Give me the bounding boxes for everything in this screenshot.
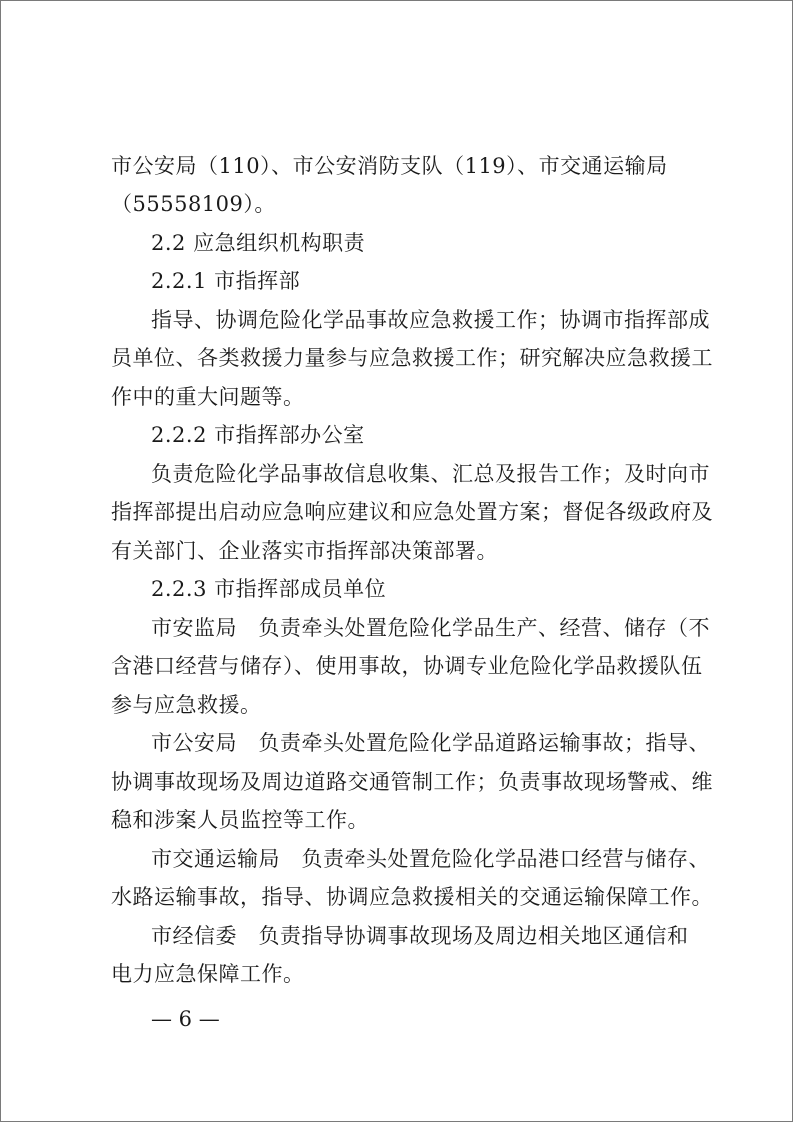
text-line-9: 负责危险化学品事故信息收集、汇总及报告工作；及时向市 [151,462,710,486]
section-heading-2-2-2: 2.2.2 市指挥部办公室 [151,423,365,447]
text-line-5: 指导、协调危险化学品事故应急救援工作；协调市指挥部成 [151,308,710,332]
text-line-10: 指挥部提出启动应急响应建议和应急处置方案；督促各级政府及 [111,500,713,524]
section-heading-2-2-3: 2.2.3 市指挥部成员单位 [151,577,387,601]
text-line-21: 市经信委 负责指导协调事故现场及周边相关地区通信和 [151,924,689,948]
section-heading-2-2: 2.2 应急组织机构职责 [151,231,366,255]
text-line-15: 参与应急救援。 [111,693,262,717]
text-line-13: 市安监局 负责牵头处置危险化学品生产、经营、储存（不 [151,616,710,640]
text-line-16: 市公安局 负责牵头处置危险化学品道路运输事故；指导、 [151,731,710,755]
text-line-14: 含港口经营与储存）、使用事故，协调专业危险化学品救援队伍 [111,654,703,678]
text-line-2: （55558109）。 [111,192,276,216]
text-line-11: 有关部门、企业落实市指挥部决策部署。 [111,539,498,563]
text-line-6: 员单位、各类救援力量参与应急救援工作；研究解决应急救援工 [111,346,713,370]
text-line-17: 协调事故现场及周边道路交通管制工作；负责事故现场警戒、维 [111,770,713,794]
text-line-22: 电力应急保障工作。 [111,962,305,986]
page-number: — 6 — [151,1007,220,1031]
section-heading-2-2-1: 2.2.1 市指挥部 [151,269,301,293]
text-line-19: 市交通运输局 负责牵头处置危险化学品港口经营与储存、 [151,847,710,871]
text-line-7: 作中的重大问题等。 [111,385,305,409]
text-line-1: 市公安局（110）、市公安消防支队（119）、市交通运输局 [111,154,668,178]
text-line-20: 水路运输事故，指导、协调应急救援相关的交通运输保障工作。 [111,885,713,909]
text-line-18: 稳和涉案人员监控等工作。 [111,808,369,832]
